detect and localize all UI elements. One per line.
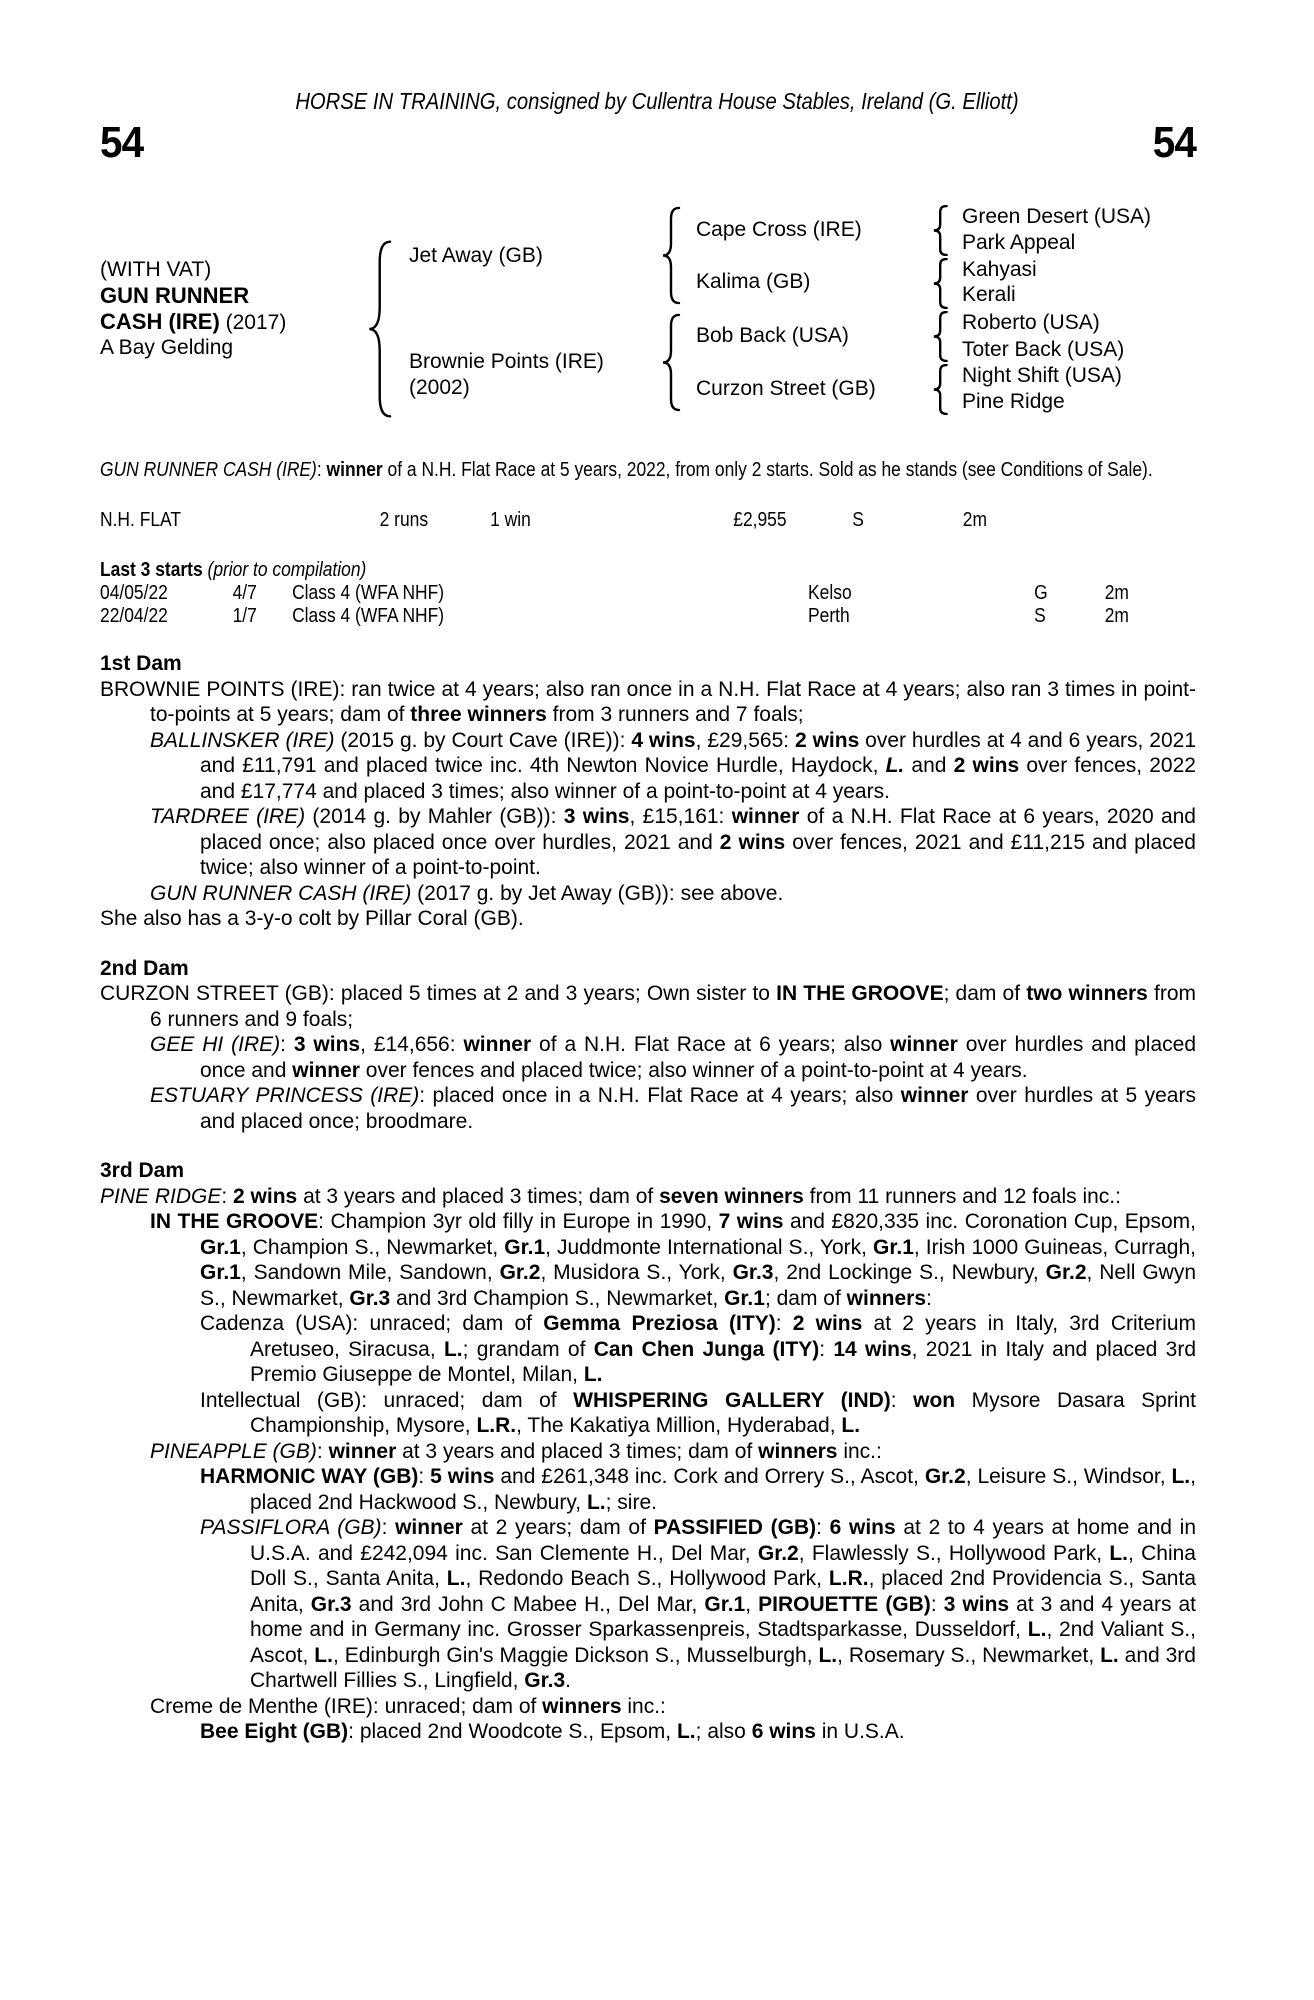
text-run: 2 wins xyxy=(233,1184,298,1208)
race-history-pos: 4/7 xyxy=(232,581,257,604)
dam-paragraph xyxy=(100,1694,1196,1720)
text-run: three winners xyxy=(410,703,547,726)
last3-starts-heading xyxy=(100,558,1196,581)
text-run: , Leisure S., Windsor, xyxy=(965,1465,1172,1488)
text-run: Intellectual (GB): unraced; dam of xyxy=(200,1388,574,1412)
text-run: L.R. xyxy=(476,1414,517,1437)
text-run: and xyxy=(904,754,954,777)
text-run: and 3rd John C Mabee H., Del Mar, xyxy=(351,1592,705,1616)
text-run: , placed 2nd Hackwood S., Newbury, xyxy=(250,1465,1196,1514)
dam-paragraph xyxy=(100,1464,1196,1515)
dam-paragraph xyxy=(100,1209,1196,1311)
lot-number-right: 54 xyxy=(1152,118,1196,167)
text-run: L. xyxy=(841,1414,861,1437)
text-run: 2 wins xyxy=(953,754,1020,777)
text-run: Can Chen Junga (ITY) xyxy=(593,1337,820,1361)
text-run: Gemma Preziosa (ITY) xyxy=(543,1312,776,1335)
pedigree-gen3-name: Roberto (USA) xyxy=(962,311,1100,334)
text-run: , Champion S., Newmarket, xyxy=(240,1235,505,1259)
horse-name-line1: GUN RUNNER xyxy=(100,283,250,308)
text-run: at 2 years in Italy, 3rd Criterium Aretuseo, Siracusa, xyxy=(250,1312,1196,1361)
last3-starts-note: (prior to compilation) xyxy=(207,558,367,581)
race-summary-category: N.H. FLAT xyxy=(100,508,182,531)
text-run: 5 wins xyxy=(430,1465,495,1488)
dam-paragraph xyxy=(100,1032,1196,1083)
text-run: GEE HI (IRE) xyxy=(150,1033,281,1056)
text-run: 3 wins xyxy=(563,805,630,828)
text-run: Gr.2 xyxy=(499,1261,541,1284)
text-run: , Rosemary S., Newmarket, xyxy=(837,1643,1101,1667)
vat-note: (WITH VAT) xyxy=(100,258,212,281)
text-run: 2 wins xyxy=(795,728,860,752)
text-run: PASSIFLORA (GB) xyxy=(200,1516,382,1539)
text-run: 7 wins xyxy=(718,1210,784,1233)
pedigree-brace-icon xyxy=(933,205,949,256)
text-run: , 2nd Valiant S., Ascot, xyxy=(250,1618,1196,1667)
text-run: Gr.1 xyxy=(873,1235,914,1259)
text-run: winner xyxy=(328,1439,397,1463)
text-run: : xyxy=(775,1312,793,1335)
pedigree-gen2-name: Bob Back (USA) xyxy=(696,324,849,347)
pedigree-brace-icon xyxy=(933,311,949,362)
race-history-date: 22/04/22 xyxy=(100,604,168,627)
text-run: : xyxy=(819,1337,834,1361)
text-run: from 11 runners and 12 foals inc.: xyxy=(803,1184,1121,1208)
text-run: , Musidora S., York, xyxy=(540,1261,733,1284)
text-run: , xyxy=(745,1592,759,1616)
text-run: Gr.3 xyxy=(310,1592,352,1616)
dam-paragraph xyxy=(100,1439,1196,1465)
text-run: : xyxy=(926,1286,932,1310)
text-run: at 3 years and placed 3 times; dam of xyxy=(297,1184,660,1208)
text-run: and £820,335 inc. Coronation Cup, Epsom, xyxy=(783,1210,1196,1233)
text-run: of a N.H. Flat Race at 6 years, 2020 and placed once; also placed once over hurdles, 2021 and xyxy=(200,805,1196,854)
text-run: L. xyxy=(443,1337,463,1361)
text-run: of a N.H. Flat Race at 5 years, 2022, from only 2 starts. Sold as he stands (see Conditions of Sale). xyxy=(382,458,1153,481)
text-run: , Edinburgh Gin's Maggie Dickson S., Musselburgh, xyxy=(332,1643,819,1667)
text-run: Gr.1 xyxy=(504,1235,546,1259)
text-run: winner xyxy=(900,1084,969,1107)
text-run: from 6 runners and 9 foals; xyxy=(150,982,1196,1031)
text-run: BALLINSKER (IRE) xyxy=(150,728,335,752)
text-run: (2015 g. by Court Cave (IRE)): xyxy=(334,728,632,752)
text-run: Gr.2 xyxy=(924,1465,966,1488)
text-run: L. xyxy=(1027,1618,1047,1641)
text-run: over fences and placed twice; also winner of a point-to-point at 4 years. xyxy=(359,1058,1028,1082)
text-run: , £14,656: xyxy=(360,1033,464,1056)
text-run: and 3rd Champion S., Newmarket, xyxy=(390,1286,725,1310)
pedigree-gen3-name: Night Shift (USA) xyxy=(962,364,1122,387)
text-run: over hurdles and placed once and xyxy=(200,1033,1197,1082)
text-run: L. xyxy=(314,1643,333,1667)
text-run: ESTUARY PRINCESS (IRE) xyxy=(150,1084,420,1107)
text-run: winners xyxy=(542,1694,622,1718)
text-run: seven winners xyxy=(659,1184,804,1208)
pedigree-brace-icon xyxy=(662,313,682,412)
race-record-intro xyxy=(100,458,1196,481)
race-summary-going: S xyxy=(852,508,864,531)
text-run: from 3 runners and 7 foals; xyxy=(546,703,804,726)
dam-sections xyxy=(100,651,1196,1745)
text-run: of a N.H. Flat Race at 6 years; also xyxy=(531,1033,891,1056)
text-run: over fences, 2021 and £11,215 and placed twice; also winner of a point-to-point. xyxy=(200,830,1196,879)
horse-birth-year: (2017) xyxy=(225,311,287,334)
text-run: 2 wins xyxy=(719,830,786,854)
text-run: two winners xyxy=(1026,982,1148,1005)
text-run: winner xyxy=(731,805,800,828)
text-run: 2 wins xyxy=(792,1312,863,1335)
text-run: (2014 g. by Mahler (GB)): xyxy=(305,805,564,828)
text-run: Mysore Dasara Sprint Championship, Mysore, xyxy=(250,1388,1196,1437)
dam-paragraph xyxy=(100,1184,1196,1210)
text-run: Gr.2 xyxy=(757,1541,799,1565)
race-summary-runs: 2 runs xyxy=(379,508,429,531)
text-run: IN THE GROOVE xyxy=(150,1210,319,1233)
text-run: : Champion 3yr old filly in Europe in 1990, xyxy=(318,1210,719,1233)
text-run: 14 wins xyxy=(833,1337,912,1361)
text-run: ; dam of xyxy=(943,982,1027,1005)
text-run: She also has a 3-y-o colt by Pillar Coral (GB). xyxy=(100,907,524,930)
text-run: Gr.1 xyxy=(724,1286,765,1310)
text-run: L. xyxy=(446,1567,466,1590)
text-run: : placed 2nd Woodcote S., Epsom, xyxy=(348,1720,677,1743)
race-history-course: Perth xyxy=(808,604,850,627)
text-run: : xyxy=(280,1033,294,1056)
text-run: 3 wins xyxy=(943,1592,1010,1616)
text-run: Gr.3 xyxy=(349,1286,391,1310)
horse-description: A Bay Gelding xyxy=(100,336,234,359)
pedigree-gen2-name: Curzon Street (GB) xyxy=(696,377,876,400)
text-run: Cadenza (USA): unraced; dam of xyxy=(200,1312,544,1335)
dam-paragraph xyxy=(100,1719,1196,1745)
text-run: L. xyxy=(1100,1643,1119,1667)
text-run: PINE RIDGE xyxy=(100,1184,222,1208)
text-run: won xyxy=(913,1388,956,1412)
text-run: Gr.3 xyxy=(524,1669,566,1692)
pedigree-brace-icon xyxy=(368,238,394,420)
text-run: , 2nd Lockinge S., Newbury, xyxy=(773,1261,1046,1284)
text-run: winners xyxy=(846,1286,927,1310)
text-run: CURZON STREET (GB): placed 5 times at 2 and 3 years; Own sister to xyxy=(100,982,777,1005)
pedigree-brace-icon xyxy=(933,258,949,309)
race-history-row xyxy=(100,581,1196,604)
text-run: GUN RUNNER CASH (IRE) xyxy=(150,881,412,905)
text-run: over hurdles at 5 years and placed once; broodmare. xyxy=(200,1084,1196,1133)
race-history-date: 04/05/22 xyxy=(100,581,168,604)
horse-name-line2-bold: CASH (IRE) xyxy=(100,309,220,334)
text-run: : xyxy=(816,1516,830,1539)
text-run: Bee Eight (GB) xyxy=(200,1720,349,1743)
race-history-dist: 2m xyxy=(1104,604,1129,627)
text-run: Gr.2 xyxy=(1045,1261,1087,1284)
text-run: 6 wins xyxy=(829,1516,896,1539)
text-run: BROWNIE POINTS (IRE): ran twice at 4 years; also ran once in a N.H. Flat Race at 4 years; also ran 3 times in point-to-points at 5 years; dam of xyxy=(100,677,1196,726)
pedigree-sire: Jet Away (GB) xyxy=(409,244,543,267)
pedigree-brace-icon xyxy=(662,206,682,305)
text-run: L. xyxy=(818,1643,838,1667)
pedigree-gen3-name: Pine Ridge xyxy=(962,390,1065,413)
pedigree-gen3-name: Green Desert (USA) xyxy=(962,205,1152,228)
text-run: IN THE GROOVE xyxy=(776,982,944,1005)
text-run: over hurdles at 4 and 6 years, 2021 and £11,791 and placed twice inc. 4th Newton Novice Hurdle, Haydock, xyxy=(200,728,1196,777)
race-history-pos: 1/7 xyxy=(232,604,257,627)
text-run: L. xyxy=(583,1363,603,1386)
dam-paragraph xyxy=(100,1311,1196,1388)
text-run: (2017 g. by Jet Away (GB)): see above. xyxy=(411,881,784,905)
race-history-going: G xyxy=(1034,581,1048,604)
text-run: , Flawlessly S., Hollywood Park, xyxy=(798,1541,1110,1565)
text-run: ; dam of xyxy=(764,1286,847,1310)
last3-starts-rows xyxy=(100,581,1196,627)
dam-heading: 1st Dam xyxy=(100,652,182,675)
text-run: , £29,565: xyxy=(695,728,795,752)
text-run: winner xyxy=(463,1033,532,1056)
text-run: : xyxy=(316,1439,329,1463)
text-run: ; also xyxy=(695,1720,752,1743)
text-run: inc.: xyxy=(621,1694,666,1718)
text-run: L. xyxy=(676,1720,696,1743)
page-header-text: HORSE IN TRAINING, consigned by Cullentra House Stables, Ireland (G. Elliott) xyxy=(295,88,1019,114)
text-run: ; grandam of xyxy=(462,1337,594,1361)
dam-heading: 2nd Dam xyxy=(100,956,189,980)
race-summary-earnings: £2,955 xyxy=(733,508,787,531)
text-run: Gr.1 xyxy=(200,1261,241,1284)
text-run: at 3 years and placed 3 times; dam of xyxy=(396,1439,759,1463)
text-run: : xyxy=(221,1184,234,1208)
race-summary-row xyxy=(100,508,1196,531)
text-run: L. xyxy=(1109,1541,1129,1565)
dam-paragraph xyxy=(100,1515,1196,1694)
text-run: , China Doll S., Santa Anita, xyxy=(250,1541,1196,1590)
lot-number-left: 54 xyxy=(100,118,144,167)
text-run: PASSIFIED (GB) xyxy=(653,1516,817,1539)
text-run: winner xyxy=(292,1058,360,1082)
text-run: : xyxy=(930,1592,944,1616)
text-run: Creme de Menthe (IRE): unraced; dam of xyxy=(150,1694,543,1718)
text-run: L.R. xyxy=(828,1567,869,1590)
text-run: , Juddmonte International S., York, xyxy=(545,1235,874,1259)
race-record-block xyxy=(100,458,1196,627)
pedigree-gen3-name: Park Appeal xyxy=(962,231,1076,254)
text-run: HARMONIC WAY (GB) xyxy=(200,1465,419,1488)
text-run: WHISPERING GALLERY (IND) xyxy=(573,1388,891,1412)
page-body xyxy=(100,458,1196,1745)
dam-paragraph xyxy=(100,1083,1196,1134)
text-run: PIROUETTE (GB) xyxy=(758,1592,931,1616)
text-run: winners xyxy=(758,1439,838,1463)
text-run: TARDREE (IRE) xyxy=(150,805,306,828)
text-run: Gr.1 xyxy=(200,1235,241,1259)
dam-paragraph xyxy=(100,1388,1196,1439)
race-history-race: Class 4 (WFA NHF) xyxy=(292,604,445,627)
last3-starts-title: Last 3 starts xyxy=(100,558,208,581)
text-run: and £261,348 inc. Cork and Orrery S., Ascot, xyxy=(494,1465,925,1488)
text-run: , Sandown Mile, Sandown, xyxy=(240,1261,500,1284)
text-run: at 2 years; dam of xyxy=(462,1516,654,1539)
text-run: inc.: xyxy=(837,1439,882,1463)
text-run: , Nell Gwyn S., Newmarket, xyxy=(200,1261,1196,1310)
text-run: and 3rd Chartwell Fillies S., Lingfield, xyxy=(250,1643,1196,1692)
text-run: : placed once in a N.H. Flat Race at 4 years; also xyxy=(419,1084,901,1107)
text-run: : xyxy=(890,1388,914,1412)
text-run: at 2 to 4 years at home and in U.S.A. and £242,094 inc. San Clemente H., Del Mar, xyxy=(250,1516,1197,1565)
race-history-course: Kelso xyxy=(808,581,852,604)
dam-paragraph xyxy=(100,881,1196,907)
pedigree-gen2-name: Cape Cross (IRE) xyxy=(696,218,862,241)
text-run: L. xyxy=(1171,1465,1191,1488)
pedigree-gen3-name: Kerali xyxy=(962,283,1016,306)
dam-paragraph xyxy=(100,728,1196,805)
pedigree-gen3-name: Toter Back (USA) xyxy=(962,338,1125,361)
race-history-row xyxy=(100,604,1196,627)
text-run: ; sire. xyxy=(605,1490,657,1514)
text-run: PINEAPPLE (GB) xyxy=(150,1439,317,1463)
pedigree-gen2-name: Kalima (GB) xyxy=(696,270,811,293)
text-run: , Irish 1000 Guineas, Curragh, xyxy=(913,1235,1196,1259)
text-run: , £15,161: xyxy=(629,805,732,828)
text-run: in U.S.A. xyxy=(815,1720,905,1743)
text-run: , The Kakatiya Million, Hyderabad, xyxy=(516,1414,842,1437)
text-run: : xyxy=(381,1516,396,1539)
text-run: winner xyxy=(890,1033,958,1056)
pedigree-brace-icon xyxy=(933,364,949,415)
text-run: over fences, 2022 and £17,774 and placed 3 times; also winner of a point-to-point at 4 years. xyxy=(200,754,1196,803)
pedigree-tree xyxy=(0,0,1314,440)
text-run: , 2021 in Italy and placed 3rd Premio Giuseppe de Montel, Milan, xyxy=(250,1337,1196,1386)
text-run: 6 wins xyxy=(751,1720,816,1743)
text-run: 4 wins xyxy=(631,728,696,752)
text-run: L. xyxy=(586,1490,606,1514)
dam-paragraph xyxy=(100,906,1196,932)
race-history-going: S xyxy=(1034,604,1046,627)
text-run: GUN RUNNER CASH (IRE) xyxy=(100,458,317,481)
text-run: winner xyxy=(395,1516,463,1539)
text-run: 3 wins xyxy=(293,1033,361,1056)
dam-heading: 3rd Dam xyxy=(100,1159,185,1182)
text-run: : xyxy=(316,458,327,481)
text-run: , Redondo Beach S., Hollywood Park, xyxy=(465,1567,829,1590)
pedigree-gen3-name: Kahyasi xyxy=(962,258,1037,281)
text-run: winner xyxy=(326,458,383,481)
text-run: , placed 2nd Providencia S., Santa Anita, xyxy=(250,1567,1196,1616)
text-run: . xyxy=(565,1669,571,1692)
horse-name-line2 xyxy=(100,309,286,336)
race-history-dist: 2m xyxy=(1104,581,1129,604)
race-summary-wins: 1 win xyxy=(490,508,531,531)
text-run: at 3 and 4 years at home and in Germany inc. Grosser Sparkassenpreis, Stadtsparkasse, Dusseldorf, xyxy=(250,1592,1197,1641)
dam-paragraph xyxy=(100,804,1196,881)
pedigree-dam-year: (2002) xyxy=(409,376,470,399)
race-summary-distance: 2m xyxy=(962,508,987,531)
race-history-race: Class 4 (WFA NHF) xyxy=(292,581,445,604)
text-run: L. xyxy=(885,754,905,777)
dam-paragraph xyxy=(100,677,1196,728)
pedigree-dam: Brownie Points (IRE) xyxy=(409,350,604,373)
text-run: Gr.1 xyxy=(704,1592,746,1616)
dam-paragraph xyxy=(100,981,1196,1032)
text-run: Gr.3 xyxy=(732,1261,774,1284)
text-run: : xyxy=(418,1465,431,1488)
